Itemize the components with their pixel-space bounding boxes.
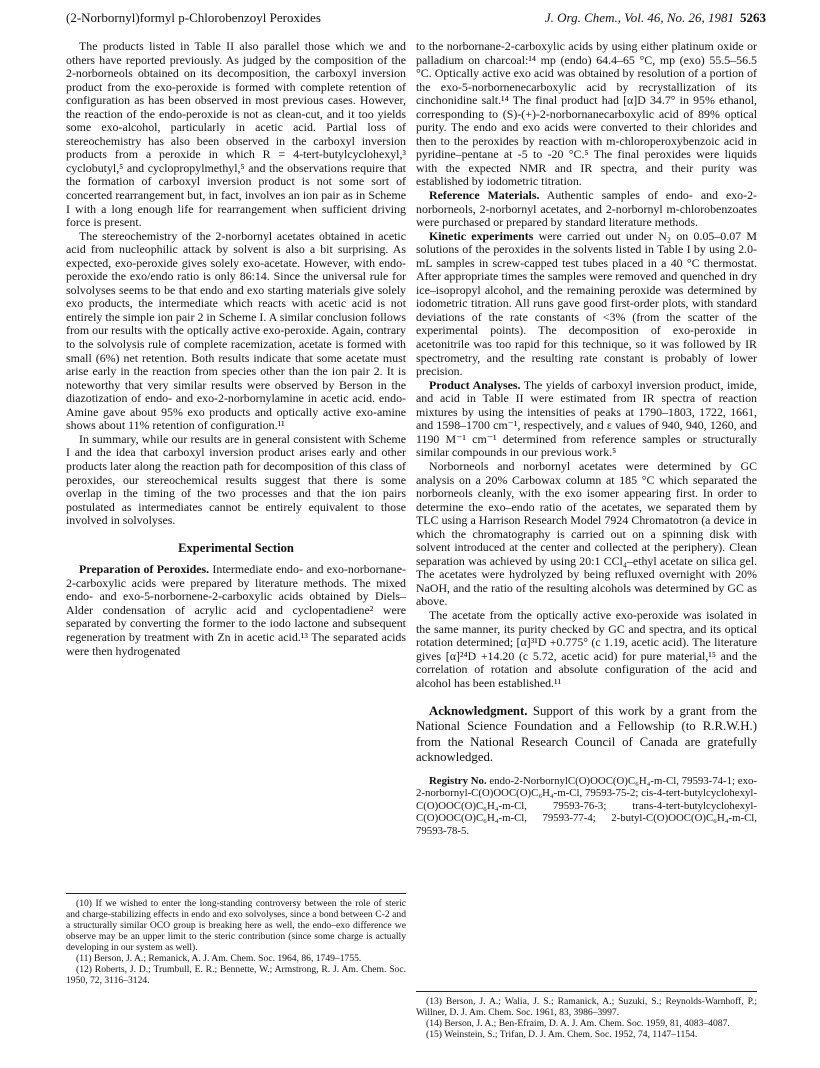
running-title: (2-Norbornyl)formyl p-Chlorobenzoyl Peroxides (66, 10, 321, 25)
registry-numbers (416, 775, 757, 837)
run-in-heading: Acknowledgment. (429, 704, 528, 719)
paragraph-reference-materials (416, 189, 757, 230)
paragraph-product-analyses (416, 379, 757, 460)
paragraph-stereochemistry: The stereochemistry of the 2-norbornyl acetates obtained in acetic acid from nucleophilic attack by solvent is also a bit surprising. As expected, exo-peroxide gives solely exo-acetate. However, with endo-peroxide the exo/endo ratio is only 86:14. Since the universal rule for solvolyses seems to be that endo and exo starting materials give solely exo products, the intermediate which reacts with acetic acid is not entirely the simple ion pair 2 in Scheme I. A similar conclusion follows from our results with the optically active exo-peroxide. Again, contrary to the solvolysis rule of complete racemization, acetate is formed with small (6%) net retention. Both results indicate that some acetate must arise early in the reaction from species other than the ion pair 2. It is noteworthy that very similar results were observed by Berson in the diazotization of endo- and exo-2-norbornylamine in acetic acid. endo-Amine gave about 95% exo products and optically active exo-amine shows about 11% retention of configuration.¹¹ (66, 228, 406, 433)
paragraph-text: endo-2-NorbornylC(O)OOC(O)C₆H₄-m-Cl, 79593-74-1; exo-2-norbornyl-C(O)OOC(O)C₆H₄-m-Cl, 79593-75-2; cis-4-tert-butylcyclohexyl-C(O)OOC(O)C₆H₄-m-Cl, 79593-76-3; trans-4-tert-butylcyclohexyl-C(O)OOC(O)C₆H₄-m-Cl, 79593-77-4; 2-butyl-C(O)OOC(O)C₆H₄-m-Cl, 79593-78-5. (416, 775, 757, 837)
footnote-rule (66, 893, 406, 894)
run-in-heading: Registry No. (429, 775, 487, 788)
run-in-heading: Kinetic experiments (429, 228, 534, 243)
right-column (416, 40, 757, 837)
left-column (66, 40, 406, 658)
footnote: (15) Weinstein, S.; Trifan, D. J. Am. Chem. Soc. 1952, 74, 1147–1154. (426, 1029, 698, 1040)
paragraph-acetate: The acetate from the optically active exo-peroxide was isolated in the same manner, its purity checked by GC and spectra, and its optical rotation determined; [α]³¹D +0.775° (c 1.19, acetic acid). The literature gives [α]²⁴D +14.20 (c 5.72, acetic acid) for pure material,¹⁵ and the correlation of rotation and absolute configuration of the acid and alcohol has been established.¹¹ (416, 607, 757, 690)
footnote: (13) Berson, J. A.; Walia, J. S.; Ramanick, A.; Suzuki, S.; Reynolds-Warnhoff, P.; Willner, D. J. Am. Chem. Soc. 1961, 83, 3986–3997. (416, 996, 757, 1018)
paragraph-text: were carried out under N₂ on 0.05–0.07 M solutions of the peroxides in the solvents listed in Table I by using 2.0-mL samples in screw-capped test tubes placed in a 40 °C thermostat. After appropriate times the samples were removed and quenched in dry ice–isopropyl alcohol, and the remaining peroxide was determined by iodometric titration. All runs gave good first-order plots, with standard deviations of the rate constants of <3% (from the scatter of the experimental points). The decomposition of exo-peroxide in acetonitrile was too rapid for this technique, so it was followed by IR spectrometry, and the resulting rate constant is probably of lower precision. (416, 228, 757, 379)
paragraph-kinetics (416, 230, 757, 379)
run-in-heading: Reference Materials. (429, 188, 540, 203)
journal-citation: J. Org. Chem., Vol. 46, No. 26, 1981 (544, 10, 734, 25)
run-in-heading: Product Analyses. (429, 377, 521, 392)
footnote: (12) Roberts, J. D.; Trumbull, E. R.; Bennette, W.; Armstrong, R. J. Am. Chem. Soc. 1950, 72, 3116–3124. (66, 964, 406, 986)
page-number: 5263 (740, 10, 766, 25)
paragraph-text: Authentic samples of endo- and exo-2-norborneols, 2-norbornyl acetates, and 2-norbornyl m-chlorobenzoates were purchased or prepared by standard literature methods. (416, 188, 757, 230)
footnote: (11) Berson, J. A.; Remanick, A. J. Am. Chem. Soc. 1964, 86, 1749–1755. (76, 953, 362, 964)
footnote: (14) Berson, J. A.; Ben-Efraim, D. A. J. Am. Chem. Soc. 1959, 81, 4083–4087. (426, 1018, 730, 1029)
section-title: Experimental Section (178, 540, 294, 555)
paragraph-hydrogenation: to the norbornane-2-carboxylic acids by using either platinum oxide or palladium on charcoal:¹⁴ mp (endo) 64.4–65 °C, mp (exo) 55.5–56.5 °C. Optically active exo acid was obtained by resolution of a portion of the exo-5-norbornenecarboxylic acid by recrystallization of its cinchonidine salt.¹⁴ The final product had [α]D 34.7° in 95% ethanol, corresponding to (S)-(+)-2-norbornanecarboxylic acid of 89% optical purity. The endo and exo acids were converted to their chlorides and then to the peroxides by reaction with m-chloroperoxybenzoic acid in pyridine–pentane at -5 to -20 °C.⁵ The final peroxides were liquids with the expected NMR and IR spectra, and their purity was established by iodometric titration. (416, 39, 757, 189)
paragraph-preparation (66, 563, 406, 658)
footnote: (10) If we wished to enter the long-standing controversy between the role of steric and charge-stabilizing effects in endo and exo solvolyses, since a bond between C-2 and a structurally similar OCO group is breaking here as well, the endo–exo difference we observe may be an upper limit to the steric contribution (since some charge is actually developing in our system as well). (66, 898, 406, 953)
paragraph-text: Support of this work by a grant from the National Science Foundation and a Fellowship (to R.R.W.H.) from the National Research Council of Canada are gratefully acknowledged. (416, 704, 757, 764)
footnote-rule (416, 991, 757, 992)
acknowledgment (416, 704, 757, 765)
paragraph-summary: In summary, while our results are in general consistent with Scheme I and the idea that carboxyl inversion product arises early and other products later along the reaction path for decomposition of this class of peroxides, our stereochemical results suggest that there is some overlap in the timing of the two processes and that the ion pairs postulated as intermediates cannot be entirely equivalent to those involved in solvolyses. (66, 431, 406, 528)
footnotes-right (416, 996, 757, 1040)
paragraph-text: Intermediate endo- and exo-norbornane-2-carboxylic acids were prepared by literature methods. The mixed endo- and exo-5-norbornene-2-carboxylic acids obtained by Diels–Alder condensation of acrylic acid and cyclopentadiene² were separated by converting the former to the iodo lactone and subsequent regeneration by treatment with Zn in acetic acid.¹³ The separated acids were then hydrogenated (66, 562, 406, 658)
paragraph-norborneols: Norborneols and norbornyl acetates were determined by GC analysis on a 20% Carbowax column at 185 °C which separated the norborneols cleanly, with the exo isomer appearing first. In order to determine the exo–endo ratio of the acetates, we separated them by TLC using a Harrison Research Model 7924 Chromatotron (a device in which the chromatography is carried out on a spinning disk with solvent introduced at the center and collected at the periphery). Clean separation was achieved by using 20:1 CCl₄–ethyl acetate on silica gel. The acetates were hydrolyzed by being refluxed overnight with 20% NaOH, and the ratio of the resulting alcohols was determined by GC as above. (416, 458, 757, 609)
footnotes-left (66, 898, 406, 986)
journal-citation-header (545, 10, 766, 26)
paragraph-products: The products listed in Table II also parallel those which we and others have reported previously. As judged by the composition of the 2-norborneols obtained on its decomposition, the carboxyl inversion product from the exo-peroxide is formed with complete retention of configuration as has been observed in most previous cases. However, the reaction of the endo-peroxide is not as clean-cut, and it too yields some exo-alcohol, particularly in acetic acid. Partial loss of stereochemistry has also been observed in the carboxyl inversion products from a peroxide in which R = 4-tert-butylcyclohexyl,³ cyclobutyl,⁵ and cyclopropylmethyl,⁵ and the observations require that the formation of carboxyl inversion product is not some sort of concerted rearrangement but, in fact, involves an ion pair as in Scheme I with a long enough life for rearrangement when sufficient driving force is present. (66, 39, 406, 230)
paragraph-text: The yields of carboxyl inversion product, imide, and acid in Table II were estimated from IR spectra of reaction mixtures by using the intensities of peaks at 1790–1803, 1722, 1661, and 1598–1700 cm⁻¹, respectively, and ε values of 940, 940, 1260, and 1190 M⁻¹ cm⁻¹ determined from reference samples or structurally similar compounds in our previous work.⁵ (416, 377, 757, 460)
run-in-heading: Preparation of Peroxides. (79, 562, 210, 577)
